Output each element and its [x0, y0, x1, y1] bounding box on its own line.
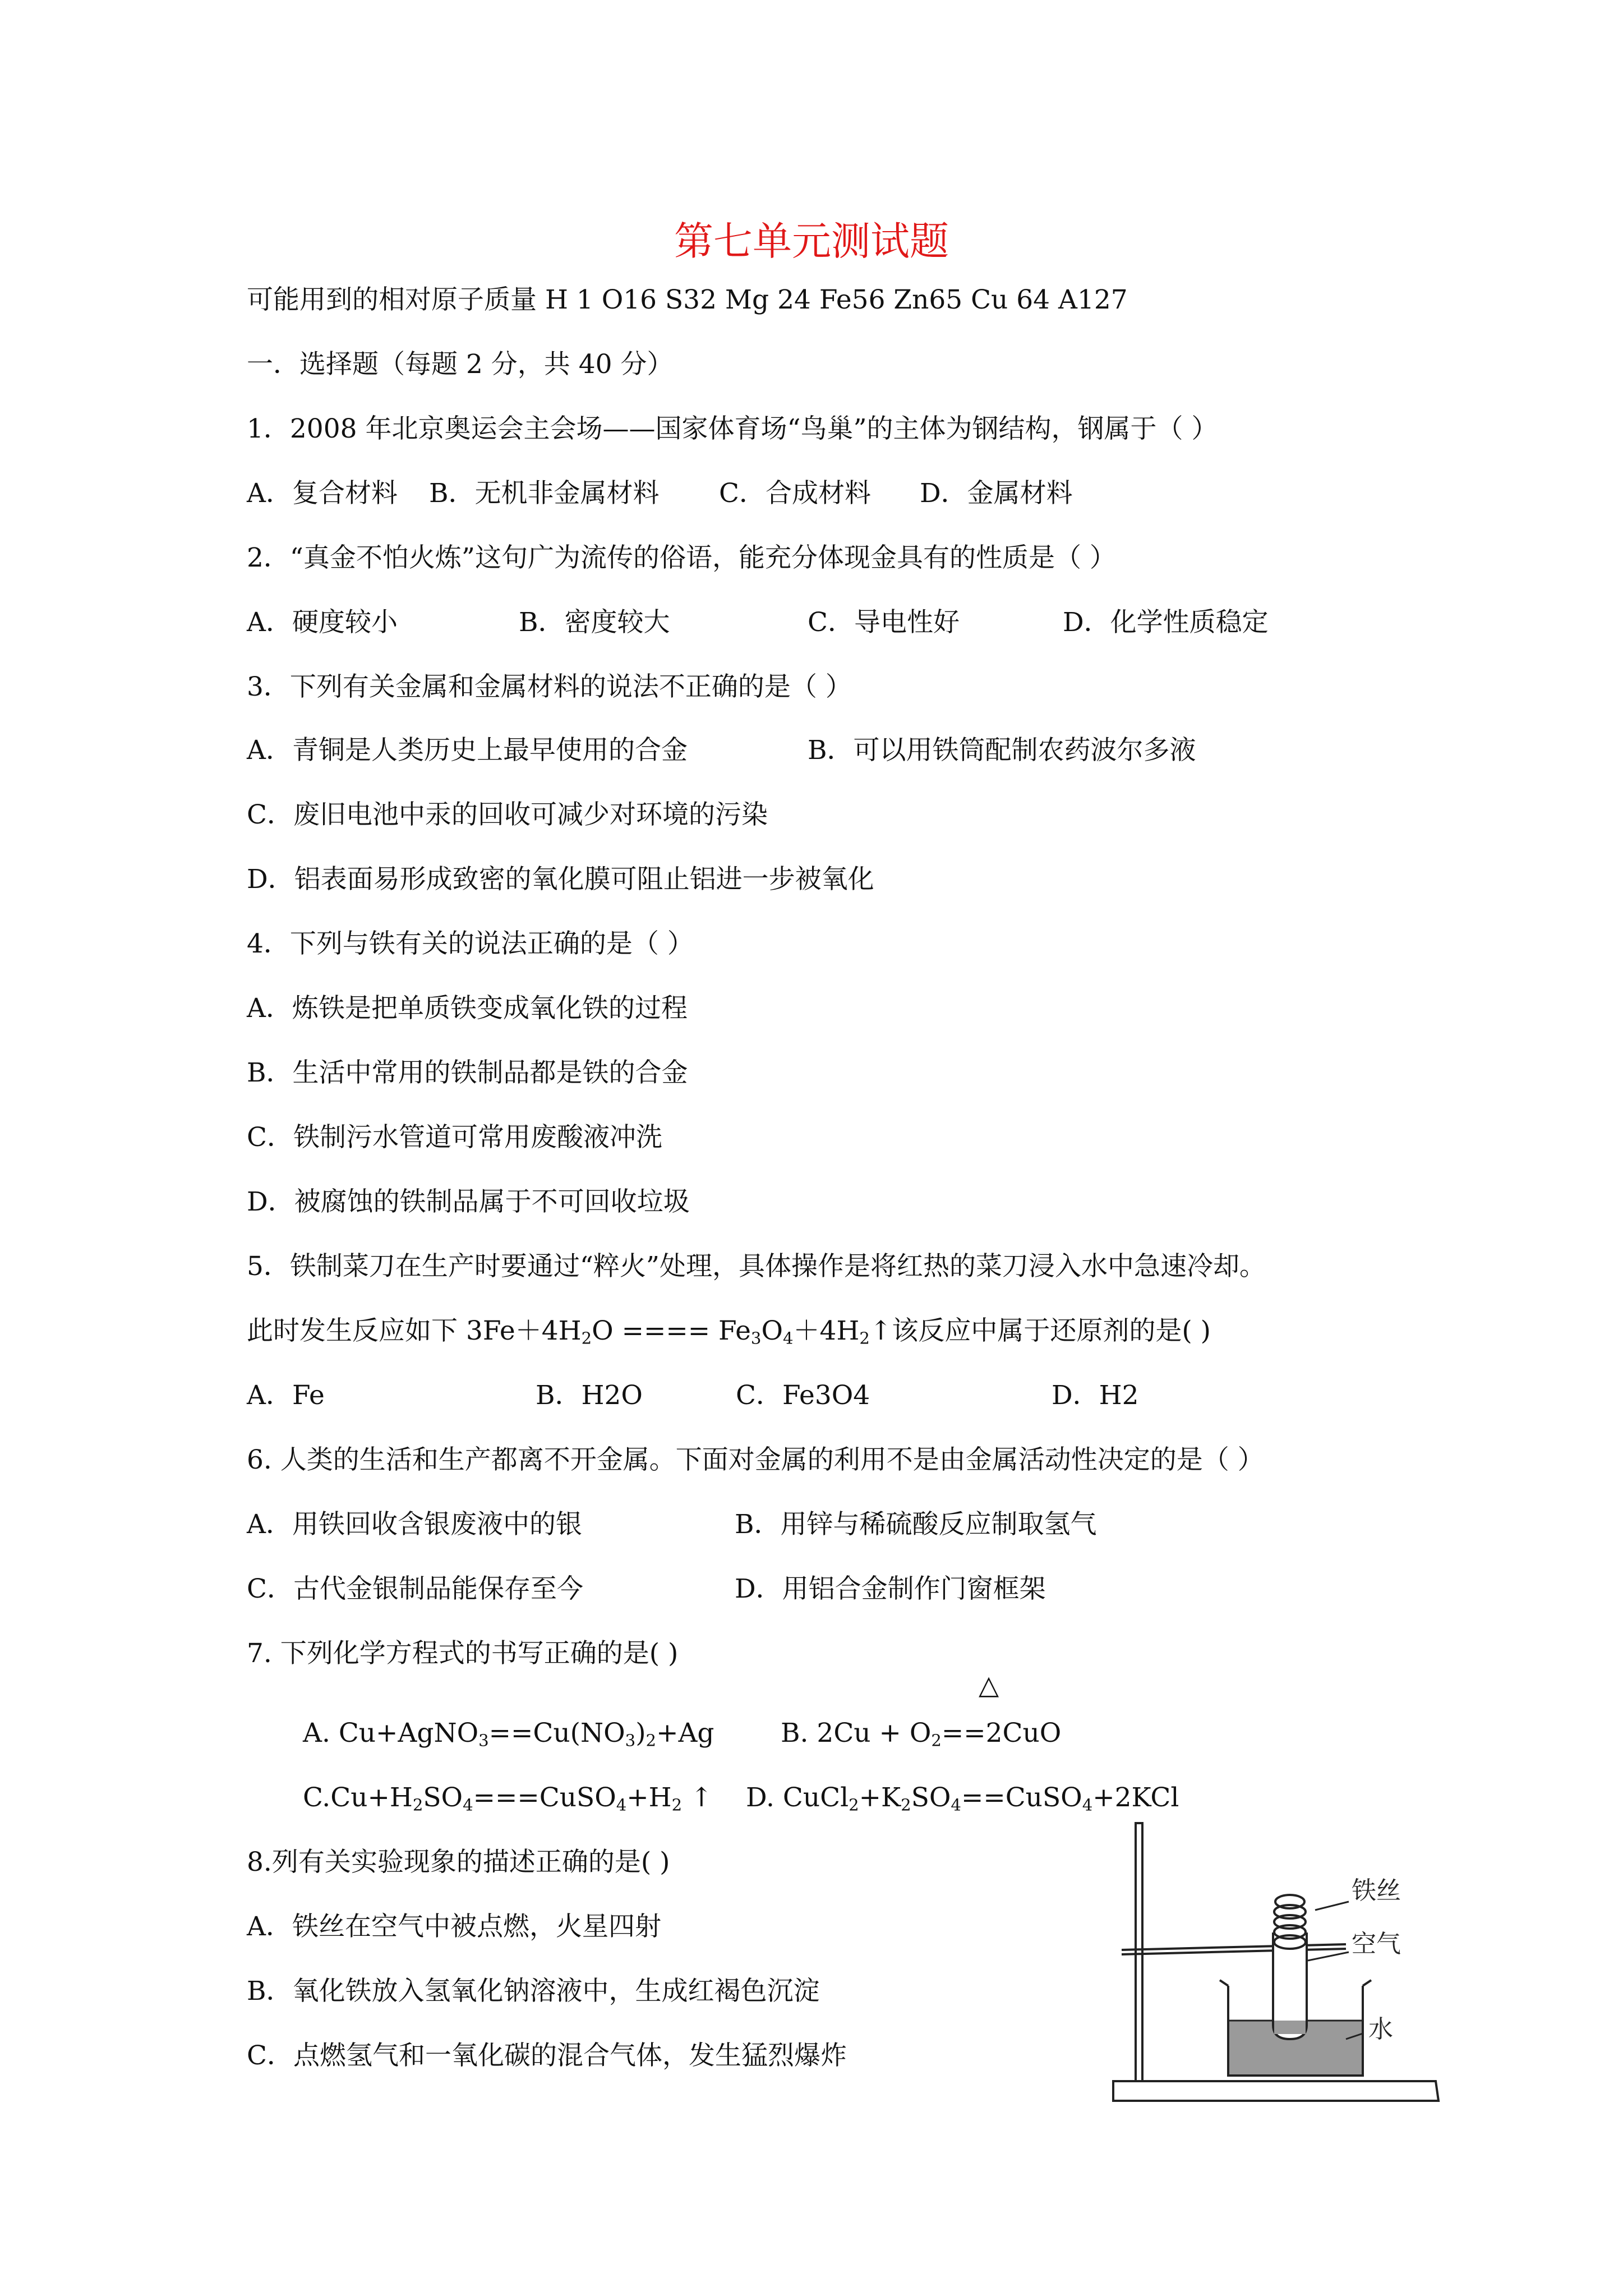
- question-6-option-c: C．古代金银制品能保存至今: [247, 1573, 583, 1604]
- question-4-option-c: C．铁制污水管道可常用废酸液冲洗: [247, 1122, 662, 1153]
- question-5-option-a: A．Fe: [247, 1380, 325, 1411]
- question-2-option-d: D．化学性质稳定: [1063, 607, 1269, 638]
- question-2-stem: 2．“真金不怕火炼”这句广为流传的俗语，能充分体现金具有的性质是（ ）: [247, 542, 1116, 573]
- question-4-option-b: B．生活中常用的铁制品都是铁的合金: [247, 1057, 688, 1088]
- question-3-option-d: D．铝表面易形成致密的氧化膜可阻止铝进一步被氧化: [247, 864, 874, 895]
- question-1-option-a: A．复合材料: [247, 478, 398, 509]
- page-title: 第七单元测试题: [674, 218, 949, 264]
- question-7-stem: 7. 下列化学方程式的书写正确的是( ): [247, 1638, 679, 1669]
- question-5-option-d: D．H2: [1052, 1380, 1139, 1411]
- question-8-option-c: C．点燃氢气和一氧化碳的混合气体，发生猛烈爆炸: [247, 2040, 847, 2071]
- question-6-option-a: A．用铁回收含银废液中的银: [247, 1509, 582, 1540]
- question-7-option-a: A. $Cu+AgNO_3==Cu(NO_3)_2+Ag$: [303, 1718, 714, 1750]
- question-5-stem: 5．铁制菜刀在生产时要通过“粹火”处理，具体操作是将红热的菜刀浸入水中急速冷却。: [247, 1251, 1266, 1282]
- question-8-option-a: A．铁丝在空气中被点燃，火星四射: [247, 1911, 661, 1942]
- section-heading: 一．选择题（每题 2 分，共 40 分）: [247, 349, 674, 380]
- question-8-option-b: B．氧化铁放入氢氧化钠溶液中，生成红褐色沉淀: [247, 1976, 820, 2007]
- question-1-option-c: C．合成材料: [719, 478, 871, 509]
- question-5-equation: 此时发生反应如下 $3Fe+4H_2O$ ==== $Fe_3O_4+4H_2↑$该反应中属于还原剂的是( ): [247, 1315, 1211, 1348]
- atomic-mass-line: 可能用到的相对原子质量 H 1 O16 S32 Mg 24 Fe56 Zn65 Cu 64 A127: [247, 284, 1128, 315]
- question-2-option-c: C．导电性好: [808, 607, 960, 638]
- question-3-stem: 3．下列有关金属和金属材料的说法不正确的是（ ）: [247, 671, 852, 702]
- question-2-option-a: A．硬度较小: [247, 607, 398, 638]
- question-6-option-b: B．用锌与稀硫酸反应制取氢气: [735, 1509, 1097, 1540]
- clamp-rod: [1122, 1944, 1346, 1954]
- question-3-option-c: C．废旧电池中汞的回收可减少对环境的污染: [247, 799, 768, 830]
- question-1-option-b: B．无机非金属材料: [429, 478, 660, 509]
- question-6-stem: 6. 人类的生活和生产都离不开金属。下面对金属的利用不是由金属活动性决定的是（ ）: [247, 1444, 1264, 1475]
- question-3-option-a: A．青铜是人类历史上最早使用的合金: [247, 735, 688, 766]
- question-6-option-d: D．用铝合金制作门窗框架: [735, 1573, 1046, 1604]
- label-air: 空气: [1352, 1930, 1401, 1958]
- label-leaders: [1308, 1902, 1363, 2039]
- question-7-option-b: B. $2Cu + O_2==2CuO$: [781, 1718, 1062, 1750]
- question-4-option-d: D．被腐蚀的铁制品属于不可回收垃圾: [247, 1186, 690, 1217]
- label-iron-wire: 铁丝: [1352, 1876, 1401, 1905]
- question-1-stem: 1．2008 年北京奥运会主会场——国家体育场“鸟巢”的主体为钢结构，钢属于（ ）: [247, 413, 1218, 444]
- question-3-option-b: B．可以用铁筒配制农药波尔多液: [808, 735, 1196, 766]
- question-4-option-a: A．炼铁是把单质铁变成氧化铁的过程: [247, 993, 688, 1024]
- question-2-option-b: B．密度较大: [519, 607, 670, 638]
- question-7-option-c: $C.Cu+H_2SO_4===CuSO_4+H_2$ ↑: [303, 1782, 713, 1815]
- label-water: 水: [1368, 2015, 1393, 2044]
- question-5-option-c: C．Fe3O4: [736, 1380, 870, 1411]
- heating-triangle-symbol: △: [979, 1670, 999, 1701]
- question-1-option-d: D．金属材料: [920, 478, 1073, 509]
- question-7-option-d: D. $CuCl_2+K_2SO_4==CuSO_4+2KCl$: [746, 1782, 1179, 1815]
- question-5-option-b: B．H2O: [536, 1380, 643, 1411]
- iron-wire-experiment-figure: [1099, 1818, 1503, 2120]
- question-4-stem: 4．下列与铁有关的说法正确的是（ ）: [247, 928, 694, 959]
- question-8-stem: 8.列有关实验现象的描述正确的是( ): [247, 1847, 670, 1878]
